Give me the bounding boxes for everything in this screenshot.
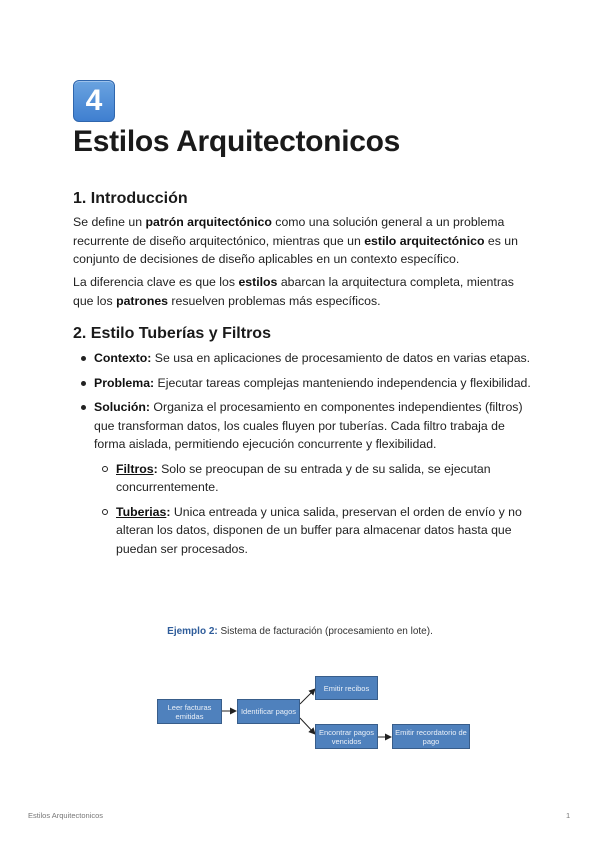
footer-title: Estilos Arquitectonicos [28, 811, 104, 820]
sublist-item-filtros: Filtros: Solo se preocupan de su entrada y de su salida, se ejecutan concurrentemente. [94, 460, 533, 497]
section-heading-tuberias-filtros: 2. Estilo Tuberías y Filtros [73, 325, 271, 342]
arrow-identificar-to-emitir [300, 689, 315, 704]
list-item-problema: Problema: Ejecutar tareas complejas manteniendo independencia y flexibilidad. [73, 374, 533, 393]
arrow-identificar-to-encontrar [300, 718, 315, 734]
node-emitir-recibos: Emitir recibos [315, 676, 378, 700]
node-encontrar-pagos-vencidos: Encontrar pagos vencidos [315, 724, 378, 749]
intro-paragraph-1: Se define un patrón arquitectónico como una solución general a un problema recurrente de diseño arquitectónico, mientras que un estilo arquitectónico es un conjunto de decisiones de diseño aplicables en un contexto específico. [73, 215, 518, 266]
section-heading-introduccion: 1. Introducción [73, 190, 188, 207]
footer-page-number: 1 [566, 811, 571, 820]
sublist-item-tuberias: Tuberias: Unica entreada y unica salida, preservan el orden de envío y no alteran los datos, disponen de un buffer para almacenar datos hasta que puedan ser procesados. [94, 503, 533, 559]
list-item-solucion: Solución: Organiza el procesamiento en componentes independientes (filtros) que transforman datos, los cuales fluyen por tuberías. Cada filtro trabaja de forma aislada, permitiendo ejecución concurrente y flexibilidad. Filtros: Solo se preocupan de su entrada y de su salida, se ejecutan concurrentemente. Tuberias: Unica entreada y unica salida, preservan el orden de envío y no alteran los datos, disponen de un buffer para almacenar datos hasta que puedan ser procesados. [73, 398, 533, 558]
page-title: Estilos Arquitectonicos [73, 125, 401, 158]
term-patrones: patrones [116, 293, 169, 308]
term-estilos: estilos [238, 275, 278, 289]
node-identificar-pagos: Identificar pagos [237, 699, 300, 724]
term-patron-arquitectonico: patrón arquitectónico [145, 215, 272, 229]
term-estilo-arquitectonico: estilo arquitectónico [364, 233, 485, 248]
chapter-number-badge: 4 [73, 80, 115, 122]
node-leer-facturas: Leer facturas emitidas [157, 699, 222, 724]
node-emitir-recordatorio: Emitir recordatorio de pago [392, 724, 470, 749]
intro-paragraph-2: La diferencia clave es que los estilos abarcan la arquitectura completa, mientras que los patrones resuelven problemas más específicos. [73, 275, 514, 308]
list-item-contexto: Contexto: Se usa en aplicaciones de procesamiento de datos en varias etapas. [73, 349, 533, 368]
figure-caption: Ejemplo 2: Sistema de facturación (procesamiento en lote). [167, 626, 433, 637]
